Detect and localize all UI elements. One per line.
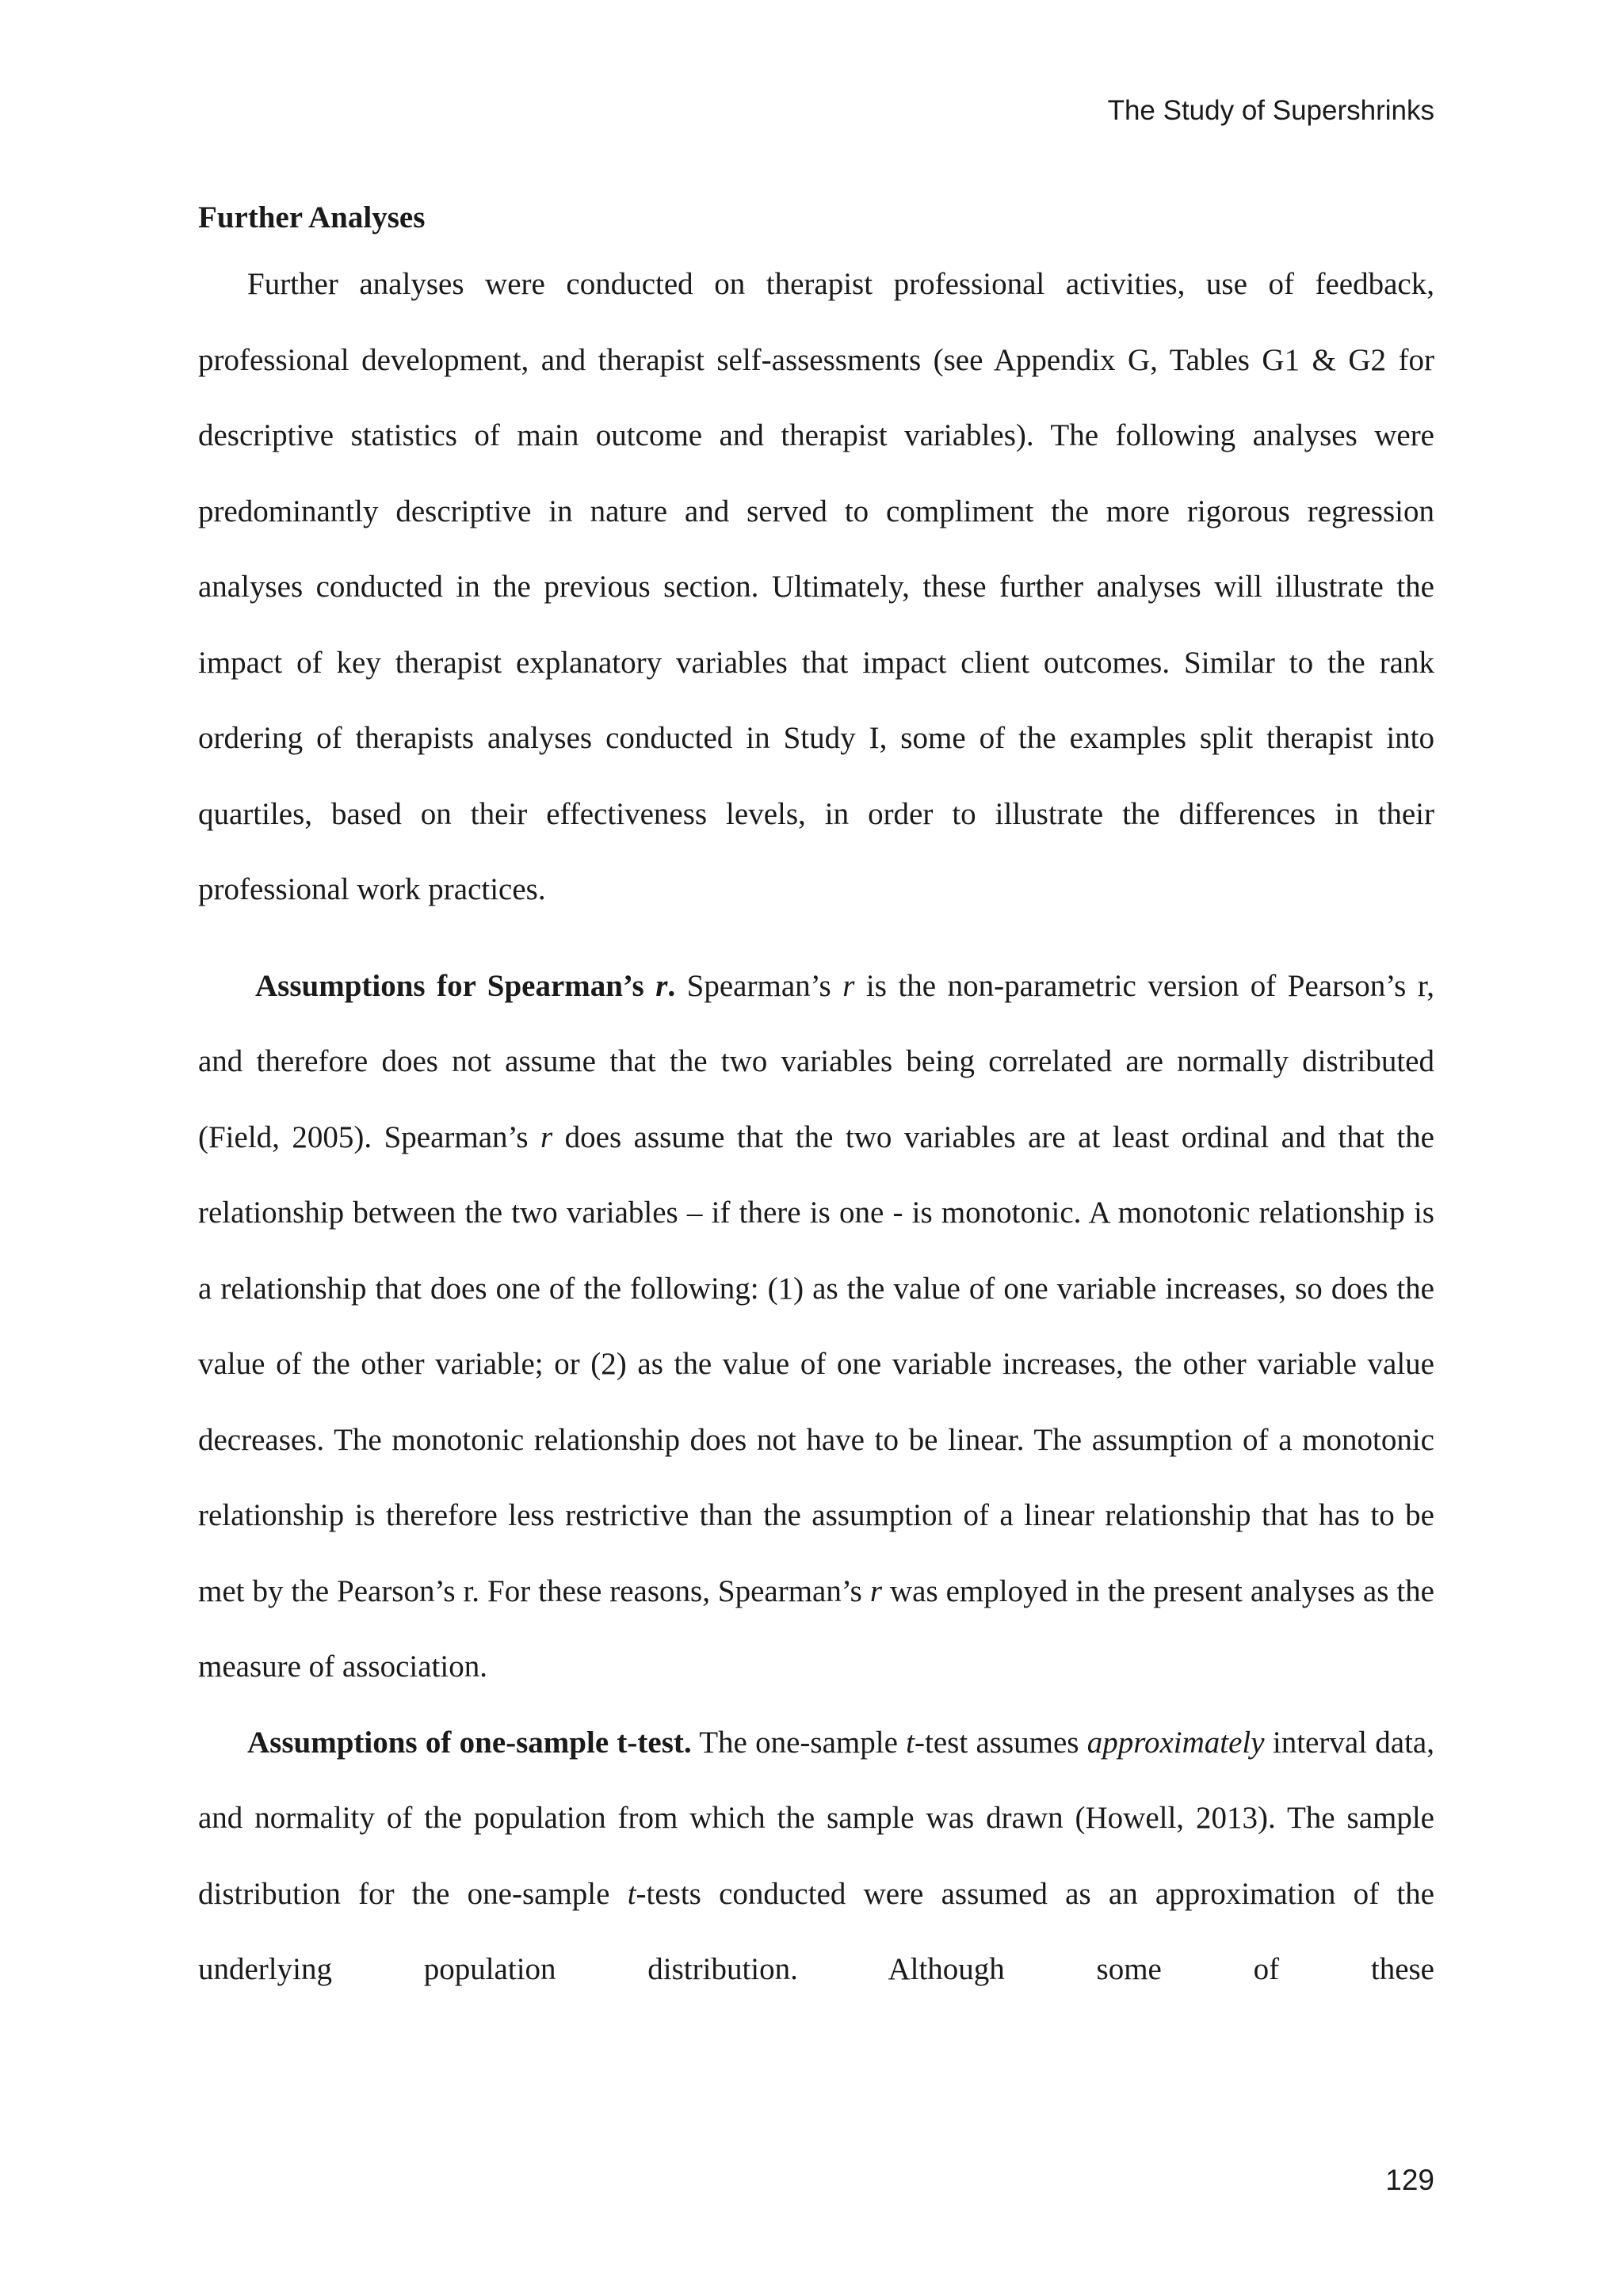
ttest-text-1: The one-sample — [691, 1725, 907, 1760]
page-number: 129 — [1385, 2164, 1434, 2196]
page-body — [198, 194, 1434, 2008]
running-head: The Study of Supershrinks — [1107, 95, 1434, 126]
ttest-var-2: t — [627, 1876, 636, 1911]
spearman-text-4: was employed in the present analyses as the measure of association. — [198, 1573, 1434, 1684]
spearman-heading-var: r — [655, 968, 668, 1003]
ttest-run-in-heading: Assumptions of one-sample t-test. — [247, 1725, 692, 1760]
spearman-text-3: does assume that the two variables are at least ordinal and that the relationship between the two variables – if there is one - is monotonic. A monotonic relationship is a relationship that does one of the following: (1) as the value of one variable increases, so does the value of the other variable; or (2) as the value of one variable increases, the other variable value decreases. The monotonic relationship does not have to be linear. The assumption of a monotonic relationship is therefore less restrictive than the assumption of a linear relationship that has to be met by the Pearson’s r. For these reasons, Spearman’s — [198, 1119, 1434, 1608]
section-heading: Further Analyses — [198, 200, 426, 235]
paragraph-spearman-assumptions — [198, 948, 1434, 1705]
spearman-run-in-heading — [255, 969, 675, 1003]
ttest-text-3: interval data, and normality of the population from which the sample was drawn (Howell, 2013). The sample distribution for the one-sample — [198, 1725, 1434, 1911]
spearman-text-2: is the non-parametric version of Pearson’s r, and therefore does not assume that the two variables being correlated are normally distributed (Field, 2005). Spearman’s — [198, 968, 1434, 1154]
ttest-text-4: -tests conducted were assumed as an approximation of the underlying population distribution. Although some of these — [198, 1876, 1434, 1986]
spearman-text-1: Spearman’s — [675, 968, 843, 1003]
spearman-var-1: r — [842, 968, 855, 1003]
spearman-heading-end: . — [667, 968, 676, 1003]
paragraph-ttest-assumptions — [198, 1705, 1434, 2008]
spearman-heading-lead: Assumptions for Spearman’s — [255, 968, 656, 1003]
spearman-var-3: r — [869, 1573, 883, 1608]
ttest-var-1: t — [906, 1725, 915, 1760]
ttest-emphasis: approximately — [1086, 1725, 1265, 1760]
spearman-var-2: r — [540, 1119, 553, 1154]
paragraph-further-analyses: Further analyses were conducted on therapist professional activities, use of feedback, professional development, and therapist self-assessments (see Appendix G, Tables G1 & G2 for descriptive statistics of main outcome and therapist variables). The following analyses were predominantly descriptive in nature and served to compliment the more rigorous regression analyses conducted in the previous section. Ultimately, these further analyses will illustrate the impact of key therapist explanatory variables that impact client outcomes. Similar to the rank ordering of therapists analyses conducted in Study I, some of the examples split therapist into quartiles, based on their effectiveness levels, in order to illustrate the differences in their professional work practices. — [198, 267, 1434, 906]
ttest-text-2: -test assumes — [915, 1725, 1087, 1760]
